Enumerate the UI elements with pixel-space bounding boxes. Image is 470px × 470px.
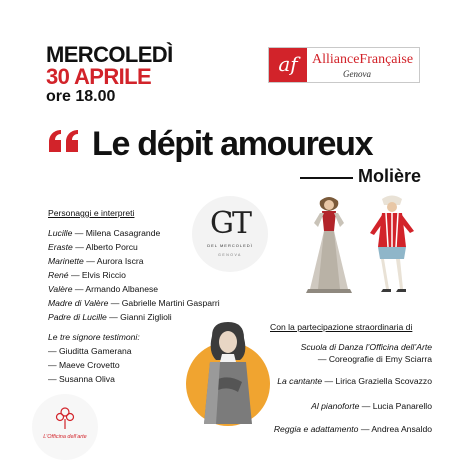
cast-role: Marinette	[48, 256, 84, 266]
lady-costume-illustration	[300, 193, 358, 295]
officina-logo-name: L’Officina dell’arte	[43, 434, 87, 440]
credit-role: La cantante	[277, 376, 323, 386]
cast-role: Padre di Lucille	[48, 312, 107, 322]
credit-role: Reggia e adattamento	[273, 424, 359, 434]
cast-actor: — Gianni Ziglioli	[109, 312, 172, 322]
gt-logo-subtitle: DEL MERCOLEDÌ	[207, 243, 253, 248]
cast-row	[48, 242, 138, 252]
cast-row	[48, 312, 172, 322]
credit-name: — Lucia Panarello	[361, 401, 432, 411]
witness-name: — Maeve Crovetto	[48, 360, 120, 370]
af-logo-city: Genova	[343, 69, 371, 79]
witness-name: — Susanna Oliva	[48, 374, 115, 384]
cast-role: Eraste	[48, 242, 73, 252]
flower-icon	[55, 406, 75, 430]
officina-arte-logo	[32, 394, 98, 460]
gt-logo	[192, 196, 268, 272]
credit-row	[311, 401, 432, 411]
gt-logo-city: GENOVA	[218, 253, 242, 257]
cast-row	[48, 284, 158, 294]
show-author: Molière	[358, 166, 422, 186]
cast-row	[48, 228, 160, 238]
cast-role: Lucille	[48, 228, 73, 238]
credit-role: Scuola di Danza l’Officina dell’Arte	[300, 342, 432, 352]
cast-actor: — Armando Albanese	[74, 284, 159, 294]
alliance-francaise-logo	[268, 47, 420, 83]
credit-name: — Coreografie di Emy Sciarra	[317, 354, 432, 364]
author-divider	[300, 177, 353, 179]
witnesses-heading: Le tre signore testimoni:	[48, 332, 140, 342]
cast-actor: — Alberto Porcu	[75, 242, 138, 252]
af-logo-name: AllianceFrançaise	[312, 52, 414, 67]
event-date: 30 APRILE	[46, 64, 152, 89]
cast-actor: — Milena Casagrande	[74, 228, 161, 238]
credit-name: — Lirica Graziella Scovazzo	[324, 376, 432, 386]
participation-heading: Con la partecipazione straordinaria di	[270, 322, 413, 332]
cast-row	[48, 298, 220, 308]
show-title: Le dépit amoureux	[92, 125, 373, 163]
event-day: MERCOLEDÌ	[46, 42, 173, 67]
cast-role: Valère	[48, 284, 73, 294]
event-time: ore 18.00	[46, 88, 116, 105]
cast-row	[48, 256, 144, 266]
cast-heading: Personaggi e interpreti	[48, 208, 135, 218]
cast-role: René	[48, 270, 69, 280]
credit-row	[277, 376, 432, 386]
cast-role: Madre di Valère	[48, 298, 109, 308]
cast-actor: — Gabrielle Martini Gasparri	[110, 298, 220, 308]
credit-role: Al pianoforte	[311, 401, 360, 411]
quote-icon	[46, 128, 86, 158]
cast-row	[48, 270, 126, 280]
gt-logo-letters: GT	[210, 206, 250, 241]
moliere-portrait-illustration	[198, 320, 260, 430]
cast-actor: — Aurora Iscra	[86, 256, 144, 266]
credit-row	[274, 424, 432, 434]
gentleman-costume-illustration	[364, 193, 420, 295]
af-logo-mark: af	[269, 48, 307, 82]
credit-name: — Andrea Ansaldo	[360, 424, 432, 434]
cast-actor: — Elvis Riccio	[70, 270, 126, 280]
witness-name: — Giuditta Gamerana	[48, 346, 132, 356]
